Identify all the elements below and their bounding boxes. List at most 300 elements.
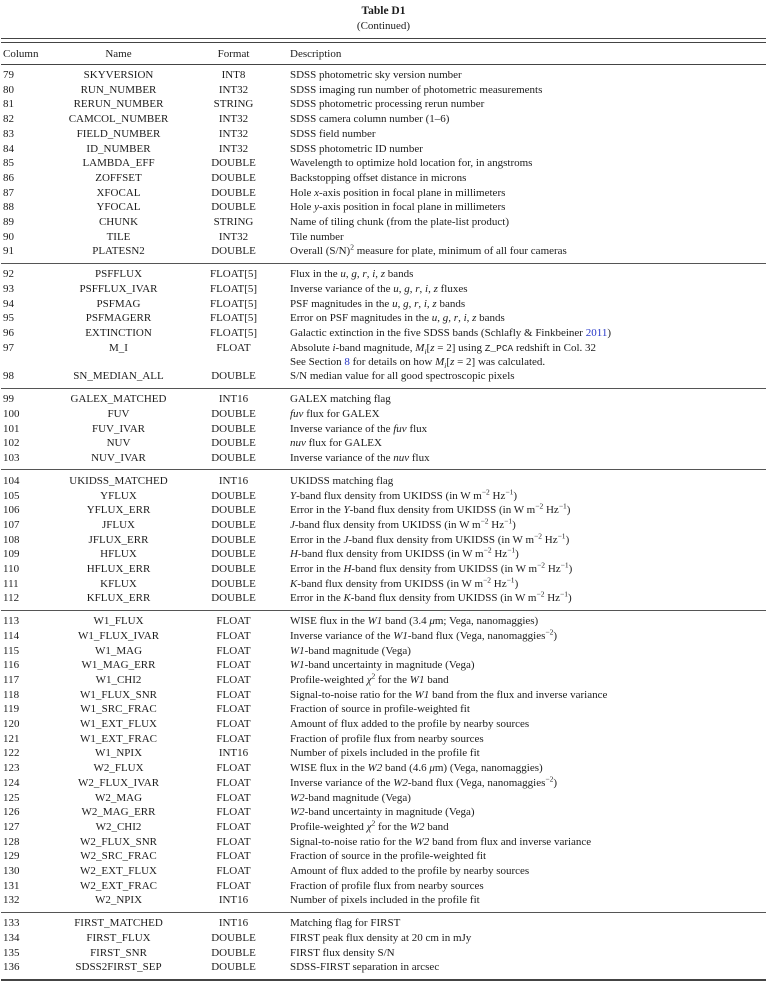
name-cell: PSFFLUX bbox=[94, 268, 143, 281]
column-number-cell: 106 bbox=[3, 504, 20, 517]
table-row bbox=[1, 311, 766, 326]
name-cell: RERUN_NUMBER bbox=[73, 98, 164, 111]
format-cell: FLOAT bbox=[216, 688, 251, 701]
table-section-2 bbox=[1, 263, 766, 388]
column-header-description: Description bbox=[288, 43, 766, 65]
description-cell bbox=[288, 127, 766, 142]
name-cell: SDSS2FIRST_SEP bbox=[75, 961, 162, 974]
description-cell bbox=[288, 931, 766, 946]
description-cell bbox=[288, 688, 766, 703]
name-cell: W2_MAG bbox=[94, 791, 143, 804]
format-cell: DOUBLE bbox=[211, 931, 256, 944]
description-line: Hole y-axis position in focal plane in millimeters bbox=[290, 201, 506, 214]
description-line: Fraction of profile flux from nearby sources bbox=[290, 732, 484, 745]
description-line: Y-band flux density from UKIDSS (in W $m^{-2}$ $Hz^{-1}$) bbox=[290, 488, 518, 502]
name-cell: W2_EXT_FLUX bbox=[80, 864, 157, 877]
name-cell: W1_MAG bbox=[94, 644, 143, 657]
name-cell: TILE bbox=[106, 230, 131, 243]
table-row bbox=[1, 835, 766, 850]
table-row bbox=[1, 658, 766, 673]
name-cell: W1_EXT_FRAC bbox=[80, 732, 157, 745]
table-row bbox=[1, 112, 766, 127]
description-cell bbox=[288, 186, 766, 201]
format-cell: INT16 bbox=[218, 917, 249, 930]
table-row bbox=[1, 436, 766, 451]
name-cell: SKYVERSION bbox=[83, 69, 154, 82]
format-cell: DOUBLE bbox=[211, 451, 256, 464]
format-cell: DOUBLE bbox=[211, 961, 256, 974]
name-cell: W2_EXT_FRAC bbox=[80, 879, 157, 892]
column-number-cell: 125 bbox=[3, 791, 20, 804]
column-number-cell: 85 bbox=[3, 157, 14, 170]
table-row bbox=[1, 282, 766, 297]
table-row bbox=[1, 591, 766, 610]
format-cell: DOUBLE bbox=[211, 577, 256, 590]
description-line: W1-band magnitude (Vega) bbox=[290, 644, 411, 657]
column-number-cell: 86 bbox=[3, 171, 14, 184]
name-cell: FUV bbox=[107, 407, 130, 420]
description-cell bbox=[288, 297, 766, 312]
name-cell: FIELD_NUMBER bbox=[76, 127, 161, 140]
table-row bbox=[1, 577, 766, 592]
header-row bbox=[1, 43, 766, 65]
description-line: Amount of flux added to the profile by nearby sources bbox=[290, 718, 530, 731]
format-cell: FLOAT bbox=[216, 615, 251, 628]
column-number-cell: 123 bbox=[3, 762, 20, 775]
table-row bbox=[1, 200, 766, 215]
column-header-name: Name bbox=[58, 43, 179, 65]
name-cell: W1_MAG_ERR bbox=[81, 659, 156, 672]
format-cell: INT16 bbox=[218, 474, 249, 487]
name-cell: UKIDSS_MATCHED bbox=[69, 474, 168, 487]
format-cell: FLOAT bbox=[216, 629, 251, 642]
name-cell: PSFMAGERR bbox=[85, 312, 152, 325]
column-number-cell: 99 bbox=[3, 393, 14, 406]
column-number-cell: 98 bbox=[3, 370, 14, 383]
description-line: Galactic extinction in the five SDSS bands (Schlafly & Finkbeiner 2011) bbox=[290, 327, 611, 339]
name-cell: YFLUX_ERR bbox=[86, 504, 151, 517]
format-cell: DOUBLE bbox=[211, 407, 256, 420]
description-line: Number of pixels included in the profile fit bbox=[290, 894, 480, 907]
table-row bbox=[1, 156, 766, 171]
description-cell bbox=[288, 629, 766, 644]
table-caption bbox=[1, 5, 766, 33]
table-row bbox=[1, 805, 766, 820]
table-row bbox=[1, 263, 766, 282]
column-number-cell: 108 bbox=[3, 533, 20, 546]
column-number-cell: 114 bbox=[3, 629, 20, 642]
name-cell: W1_SRC_FRAC bbox=[80, 703, 157, 716]
table-row bbox=[1, 489, 766, 504]
name-cell: GALEX_MATCHED bbox=[70, 393, 167, 406]
column-number-cell: 127 bbox=[3, 820, 20, 833]
table-row bbox=[1, 849, 766, 864]
column-number-cell: 89 bbox=[3, 215, 14, 228]
format-cell: DOUBLE bbox=[211, 171, 256, 184]
format-cell: INT16 bbox=[218, 393, 249, 406]
column-number-cell: 117 bbox=[3, 674, 20, 686]
table-row bbox=[1, 912, 766, 931]
name-cell: FUV_IVAR bbox=[92, 422, 145, 435]
description-cell bbox=[288, 879, 766, 894]
table-row bbox=[1, 186, 766, 201]
format-cell: FLOAT[5] bbox=[209, 327, 258, 339]
name-cell: W2_CHI2 bbox=[95, 820, 142, 833]
description-line: UKIDSS matching flag bbox=[290, 474, 394, 487]
format-cell: INT32 bbox=[218, 142, 249, 155]
table-row bbox=[1, 931, 766, 946]
description-line: Number of pixels included in the profile fit bbox=[290, 747, 480, 760]
column-number-cell: 132 bbox=[3, 894, 20, 907]
description-cell bbox=[288, 610, 766, 629]
format-cell: DOUBLE bbox=[211, 504, 256, 517]
description-line: W2-band magnitude (Vega) bbox=[290, 791, 411, 804]
name-cell: JFLUX_ERR bbox=[88, 533, 149, 546]
column-description-table bbox=[1, 43, 766, 981]
format-cell: DOUBLE bbox=[211, 201, 256, 214]
description-line: Error in the Y-band flux density from UKIDSS (in W $m^{-2}$ $Hz^{-1}$) bbox=[290, 503, 571, 517]
name-cell: W2_NPIX bbox=[94, 894, 143, 907]
column-number-cell: 88 bbox=[3, 201, 14, 214]
format-cell: FLOAT bbox=[216, 762, 251, 775]
name-cell: FIRST_SNR bbox=[90, 946, 147, 959]
description-cell bbox=[288, 747, 766, 762]
name-cell: W1_NPIX bbox=[94, 747, 143, 760]
table-row bbox=[1, 244, 766, 263]
description-line: S/N median value for all good spectroscopic pixels bbox=[290, 370, 515, 383]
description-cell bbox=[288, 702, 766, 717]
format-cell: INT16 bbox=[218, 747, 249, 760]
column-number-cell: 84 bbox=[3, 142, 14, 155]
table-row bbox=[1, 297, 766, 312]
format-cell: FLOAT bbox=[216, 835, 251, 848]
table-row bbox=[1, 732, 766, 747]
column-number-cell: 95 bbox=[3, 312, 14, 325]
column-number-cell: 102 bbox=[3, 437, 20, 450]
table-row bbox=[1, 83, 766, 98]
format-cell: FLOAT bbox=[216, 850, 251, 863]
format-cell: INT32 bbox=[218, 83, 249, 96]
description-line: H-band flux density from UKIDSS (in W $m^{-2}$ $Hz^{-1}$) bbox=[290, 547, 519, 561]
description-line: Inverse variance of the W2-band flux (Vega, nanomaggies$^{-2}$) bbox=[290, 775, 558, 789]
table-row bbox=[1, 518, 766, 533]
format-cell: FLOAT[5] bbox=[209, 297, 258, 310]
description-line: K-band flux density from UKIDSS (in W $m^{-2}$ $Hz^{-1}$) bbox=[290, 576, 519, 590]
table-row bbox=[1, 688, 766, 703]
column-number-cell: 90 bbox=[3, 230, 14, 243]
description-cell bbox=[288, 83, 766, 98]
description-line: W2-band uncertainty in magnitude (Vega) bbox=[290, 806, 475, 819]
column-number-cell: 82 bbox=[3, 113, 14, 126]
description-cell bbox=[288, 156, 766, 171]
column-number-cell: 80 bbox=[3, 83, 14, 96]
table-row bbox=[1, 470, 766, 489]
table-row bbox=[1, 142, 766, 157]
table-row bbox=[1, 791, 766, 806]
format-cell: INT32 bbox=[218, 113, 249, 126]
column-number-cell: 111 bbox=[3, 577, 19, 590]
column-number-cell: 93 bbox=[3, 282, 14, 295]
name-cell: W1_EXT_FLUX bbox=[80, 718, 157, 731]
name-cell: KFLUX bbox=[100, 577, 137, 590]
description-line: J-band flux density from UKIDSS (in W $m^{-2}$ $Hz^{-1}$) bbox=[290, 518, 516, 531]
table-row bbox=[1, 127, 766, 142]
column-number-cell: 103 bbox=[3, 451, 20, 464]
description-line: Error in the J-band flux density from UKIDSS (in W $m^{-2}$ $Hz^{-1}$) bbox=[290, 532, 570, 546]
format-cell: DOUBLE bbox=[211, 518, 256, 531]
format-cell: DOUBLE bbox=[211, 370, 256, 383]
column-number-cell: 120 bbox=[3, 718, 20, 731]
name-cell: NUV bbox=[106, 437, 131, 450]
description-cell bbox=[288, 533, 766, 548]
format-cell: FLOAT bbox=[216, 732, 251, 745]
column-number-cell: 79 bbox=[3, 69, 14, 82]
format-cell: INT32 bbox=[218, 230, 249, 243]
name-cell: RUN_NUMBER bbox=[80, 83, 157, 96]
column-number-cell: 124 bbox=[3, 776, 20, 789]
column-number-cell: 107 bbox=[3, 518, 20, 531]
format-cell: FLOAT bbox=[216, 674, 251, 686]
description-line: SDSS camera column number (1–6) bbox=[290, 113, 450, 126]
description-line: Error on PSF magnitudes in the u, g, r, i, z bands bbox=[290, 312, 505, 325]
format-cell: DOUBLE bbox=[211, 562, 256, 575]
table-row bbox=[1, 610, 766, 629]
column-number-cell: 130 bbox=[3, 864, 20, 877]
description-cell bbox=[288, 805, 766, 820]
description-line: Absolute i-band magnitude, $M_i[z = 2]$ using Z_PCA redshift in Col. 32 bbox=[290, 341, 597, 356]
description-cell bbox=[288, 547, 766, 562]
name-cell: EXTINCTION bbox=[85, 327, 152, 339]
description-line: Wavelength to optimize hold location for, in angstroms bbox=[290, 157, 533, 170]
table-title: Table D1 bbox=[361, 5, 406, 17]
table-section-1 bbox=[1, 64, 766, 263]
format-cell: FLOAT bbox=[216, 703, 251, 716]
table-section-5 bbox=[1, 610, 766, 912]
name-cell: PLATESN2 bbox=[92, 245, 145, 258]
column-number-cell: 134 bbox=[3, 931, 20, 944]
description-line: SDSS imaging run number of photometric measurements bbox=[290, 83, 543, 96]
description-line: SDSS photometric sky version number bbox=[290, 69, 462, 82]
description-cell bbox=[288, 960, 766, 979]
table-row bbox=[1, 702, 766, 717]
format-cell: DOUBLE bbox=[211, 489, 256, 502]
column-number-cell: 105 bbox=[3, 489, 20, 502]
description-line: Fraction of source in the profile-weighted fit bbox=[290, 850, 487, 863]
format-cell: DOUBLE bbox=[211, 245, 256, 258]
format-cell: INT8 bbox=[221, 69, 246, 82]
description-cell bbox=[288, 215, 766, 230]
description-cell bbox=[288, 673, 766, 688]
description-line: Matching flag for FIRST bbox=[290, 917, 401, 930]
name-cell: W1_FLUX_SNR bbox=[79, 688, 157, 701]
table-section-3 bbox=[1, 388, 766, 470]
description-line: nuv flux for GALEX bbox=[290, 437, 382, 450]
description-line: FIRST peak flux density at 20 cm in mJy bbox=[290, 931, 472, 944]
format-cell: DOUBLE bbox=[211, 548, 256, 561]
description-line: FIRST flux density S/N bbox=[290, 946, 395, 959]
description-cell bbox=[288, 230, 766, 245]
description-line: Profile-weighted $\chi^2$ for the W2 band bbox=[290, 819, 449, 833]
table-row bbox=[1, 562, 766, 577]
table-row bbox=[1, 776, 766, 791]
description-cell bbox=[288, 658, 766, 673]
description-cell bbox=[288, 311, 766, 326]
description-line: GALEX matching flag bbox=[290, 393, 391, 406]
table-row bbox=[1, 879, 766, 894]
format-cell: FLOAT[5] bbox=[209, 268, 258, 281]
format-cell: DOUBLE bbox=[211, 592, 256, 605]
description-cell bbox=[288, 326, 766, 341]
table-row bbox=[1, 644, 766, 659]
table-row bbox=[1, 864, 766, 879]
table-section-6 bbox=[1, 912, 766, 979]
description-line: Fraction of profile flux from nearby sources bbox=[290, 879, 484, 892]
description-line: Error in the H-band flux density from UKIDSS (in W $m^{-2}$ $Hz^{-1}$) bbox=[290, 562, 573, 575]
format-cell: FLOAT bbox=[216, 776, 251, 789]
column-number-cell: 128 bbox=[3, 835, 20, 848]
format-cell: FLOAT bbox=[216, 659, 251, 672]
description-cell bbox=[288, 98, 766, 113]
table-section-4 bbox=[1, 470, 766, 610]
description-line: Error in the K-band flux density from UKIDSS (in W $m^{-2}$ $Hz^{-1}$) bbox=[290, 591, 572, 605]
column-number-cell: 136 bbox=[3, 961, 20, 974]
column-number-cell: 94 bbox=[3, 297, 14, 310]
description-cell bbox=[288, 341, 766, 370]
table-row bbox=[1, 422, 766, 437]
table-row bbox=[1, 388, 766, 407]
description-cell bbox=[288, 820, 766, 835]
description-cell bbox=[288, 732, 766, 747]
column-number-cell: 113 bbox=[3, 615, 20, 628]
description-line: Signal-to-noise ratio for the W2 band from flux and inverse variance bbox=[290, 835, 592, 848]
description-line: W1-band uncertainty in magnitude (Vega) bbox=[290, 659, 475, 672]
column-number-cell: 129 bbox=[3, 850, 20, 863]
name-cell: W2_SRC_FRAC bbox=[80, 850, 157, 863]
name-cell: XFOCAL bbox=[96, 186, 141, 199]
column-number-cell: 119 bbox=[3, 703, 20, 716]
table-row bbox=[1, 946, 766, 961]
description-cell bbox=[288, 644, 766, 659]
table-row bbox=[1, 960, 766, 979]
column-number-cell: 81 bbox=[3, 98, 14, 111]
column-number-cell: 101 bbox=[3, 422, 20, 435]
description-cell bbox=[288, 200, 766, 215]
column-number-cell: 118 bbox=[3, 688, 20, 701]
name-cell: W2_FLUX_SNR bbox=[79, 835, 157, 848]
table-row bbox=[1, 451, 766, 470]
name-cell: W1_FLUX_IVAR bbox=[77, 629, 160, 642]
column-header-format: Format bbox=[179, 43, 288, 65]
name-cell: W2_FLUX bbox=[93, 762, 144, 775]
table-row bbox=[1, 407, 766, 422]
name-cell: W2_FLUX_IVAR bbox=[77, 776, 160, 789]
table-row bbox=[1, 717, 766, 732]
format-cell: FLOAT bbox=[216, 718, 251, 731]
description-line: SDSS-FIRST separation in arcsec bbox=[290, 961, 440, 974]
column-number-cell: 115 bbox=[3, 644, 20, 657]
format-cell: FLOAT bbox=[216, 820, 251, 833]
description-cell bbox=[288, 591, 766, 610]
column-header-column: Column bbox=[1, 43, 58, 65]
column-number-cell: 135 bbox=[3, 946, 20, 959]
description-cell bbox=[288, 717, 766, 732]
name-cell: W1_FLUX bbox=[93, 615, 144, 628]
description-cell bbox=[288, 503, 766, 518]
description-line: SDSS photometric ID number bbox=[290, 142, 423, 155]
table-row bbox=[1, 369, 766, 388]
table-row bbox=[1, 533, 766, 548]
description-cell bbox=[288, 282, 766, 297]
description-cell bbox=[288, 912, 766, 931]
description-cell bbox=[288, 64, 766, 83]
column-number-cell: 109 bbox=[3, 548, 20, 561]
description-line: WISE flux in the W1 band (3.4 μm; Vega, nanomaggies) bbox=[290, 615, 539, 628]
description-cell bbox=[288, 436, 766, 451]
column-number-cell: 92 bbox=[3, 268, 14, 281]
description-cell bbox=[288, 263, 766, 282]
description-cell bbox=[288, 761, 766, 776]
description-cell bbox=[288, 470, 766, 489]
description-cell bbox=[288, 776, 766, 791]
description-cell bbox=[288, 388, 766, 407]
table-row bbox=[1, 747, 766, 762]
description-cell bbox=[288, 171, 766, 186]
description-line: Backstopping offset distance in microns bbox=[290, 171, 467, 184]
description-cell bbox=[288, 518, 766, 533]
table-row bbox=[1, 547, 766, 562]
column-number-cell: 126 bbox=[3, 806, 20, 819]
table-header bbox=[1, 43, 766, 65]
name-cell: HFLUX_ERR bbox=[86, 562, 151, 575]
description-cell bbox=[288, 893, 766, 912]
format-cell: DOUBLE bbox=[211, 946, 256, 959]
reference-link-2011[interactable]: 2011 bbox=[585, 327, 608, 339]
name-cell: HFLUX bbox=[100, 548, 137, 561]
description-cell bbox=[288, 244, 766, 263]
description-line: Fraction of source in profile-weighted fit bbox=[290, 703, 470, 716]
column-number-cell: 110 bbox=[3, 562, 20, 575]
reference-link-8[interactable]: 8 bbox=[344, 355, 350, 368]
description-line: Tile number bbox=[290, 230, 344, 243]
name-cell: YFOCAL bbox=[96, 201, 141, 214]
description-cell bbox=[288, 422, 766, 437]
name-cell: CHUNK bbox=[98, 215, 139, 228]
name-cell: W2_MAG_ERR bbox=[81, 806, 156, 819]
description-line: fuv flux for GALEX bbox=[290, 407, 380, 420]
description-line: Overall $(S/N)^2$ measure for plate, minimum of all four cameras bbox=[290, 244, 567, 258]
description-line: Inverse variance of the W1-band flux (Vega, nanomaggies$^{-2}$) bbox=[290, 629, 558, 642]
format-cell: DOUBLE bbox=[211, 186, 256, 199]
format-cell: FLOAT bbox=[216, 879, 251, 892]
table-row bbox=[1, 230, 766, 245]
description-line: Flux in the u, g, r, i, z bands bbox=[290, 268, 414, 281]
column-number-cell: 121 bbox=[3, 732, 20, 745]
column-number-cell: 83 bbox=[3, 127, 14, 140]
column-number-cell: 112 bbox=[3, 592, 20, 605]
name-cell: FIRST_FLUX bbox=[86, 931, 151, 944]
name-cell: PSFFLUX_IVAR bbox=[79, 282, 158, 295]
table-row bbox=[1, 341, 766, 370]
table-row bbox=[1, 673, 766, 688]
description-cell bbox=[288, 791, 766, 806]
description-cell bbox=[288, 835, 766, 850]
description-line: Amount of flux added to the profile by nearby sources bbox=[290, 864, 530, 877]
table-row bbox=[1, 215, 766, 230]
format-cell: FLOAT bbox=[216, 864, 251, 877]
column-number-cell: 133 bbox=[3, 917, 20, 930]
format-cell: DOUBLE bbox=[211, 422, 256, 435]
table-subtitle: (Continued) bbox=[356, 20, 411, 32]
